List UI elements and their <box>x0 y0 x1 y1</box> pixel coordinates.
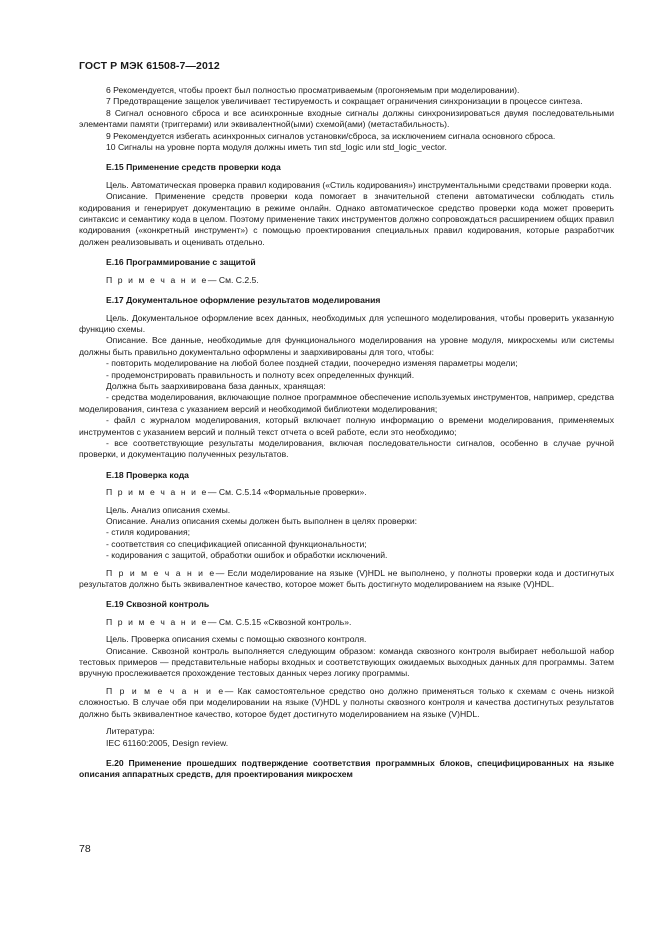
list-item: - продемонстрировать правильность и полноту всех определенных функций. <box>106 369 415 380</box>
note-label: П р и м е ч а н и е <box>106 685 225 696</box>
section-heading-e20: Е.20 Применение прошедших подтверждение соответствия программных блоков, специфицированных на языке описания аппаратных средств, для проектирования микросхем <box>79 757 614 780</box>
note <box>79 487 614 498</box>
paragraph: Цель. Анализ описания схемы. <box>106 504 231 515</box>
section-heading-e18: Е.18 Проверка кода <box>106 469 189 480</box>
paragraph: Описание. Сквозной контроль выполняется следующим образом: команда сквозного контроля выбирает небольшой набор тестовых примеров — представительные наборы входных и соответствующих ожидаемых выходных данных для программы. Затем вручную прослеживается прохождение тестовых данных через логику программы. <box>79 645 614 679</box>
numbered-item: 8 Сигнал основного сброса и все асинхронные входные сигналы должны синхронизироваться двумя последовательными элементами памяти (триггерами) или эквивалентной(ыми) схемой(ами) (метастабильность). <box>79 107 614 130</box>
paragraph: Цель. Проверка описания схемы с помощью сквозного контроля. <box>106 634 367 645</box>
list-item: - повторить моделирование на любой более поздней стадии, поочередно изменяя параметры модели; <box>106 358 518 369</box>
note-label: П р и м е ч а н и е <box>106 487 208 498</box>
paragraph: Описание. Применение средств проверки кода помогает в значительной степени автоматически соблюдать стиль кодирования и генерирует документацию в режиме онлайн. Однако автоматическое средство проверки кода может проверить синтаксис и семантику кода в целом. Поэтому применение таких инструментов должно сопровождаться расширением общих правил кодирования («конкретный инструмент») с помощью проектирования специальных правил кодирования, которые разработчик должен реализовывать и оценивать отдельно. <box>79 191 614 247</box>
section-heading-e15: Е.15 Применение средств проверки кода <box>106 162 281 173</box>
note-label: П р и м е ч а н и е <box>106 274 208 285</box>
section-heading-e16: Е.16 Программирование с защитой <box>106 257 256 268</box>
list-item: - стиля кодирования; <box>106 527 190 538</box>
note <box>79 617 614 628</box>
paragraph: Цель. Документальное оформление всех данных, необходимых для успешного моделирования, чтобы проверить указанную функцию схемы. <box>79 312 614 334</box>
note-text: — Как самостоятельное средство оно должно применяться только к схемам с очень низкой сложностью. В случае обя при моделировании на языке (V)HDL у полноты сквозного контроля и качества достигнутых результатов должно быть эквивалентное качество, которое будет достигнуто моделированием на языке (V)HDL. <box>79 685 614 719</box>
page-number: 78 <box>79 843 91 855</box>
paragraph: Цель. Автоматическая проверка правил кодирования («Стиль кодирования») инструментальными средствами проверки кода. <box>106 179 612 190</box>
numbered-item: 9 Рекомендуется избегать асинхронных сигналов установки/сброса, за исключением сигнала основного сброса. <box>106 130 556 141</box>
list-item: - кодирования с защитой, обработки ошибок и обработки исключений. <box>106 550 388 561</box>
literature-label: Литература: <box>106 726 155 737</box>
note-label: П р и м е ч а н и е <box>106 616 208 627</box>
page-header: ГОСТ Р МЭК 61508-7—2012 <box>79 60 220 72</box>
literature-item: IEC 61160:2005, Design review. <box>106 737 229 748</box>
note-text: — См. С.5.15 «Сквозной контроль». <box>207 616 352 627</box>
note-text: — Если моделирование на языке (V)HDL не выполнено, у полноты проверки кода и достигнутых результатов должно быть эквивалентное качество, которое может быть достигнуто моделированием на языке (V)HDL. <box>79 567 614 590</box>
note <box>79 275 614 286</box>
note-text: — См. С.2.5. <box>207 274 259 285</box>
numbered-item: 7 Предотвращение защелок увеличивает тестируемость и сокращает ограничения синхронизации в процессе синтеза. <box>106 96 583 107</box>
section-heading-e17: Е.17 Документальное оформление результатов моделирования <box>106 295 381 306</box>
numbered-item: 6 Рекомендуется, чтобы проект был полностью просматриваемым (прогоняемым при моделировании). <box>106 85 520 95</box>
list-item: - соответствия со спецификацией описанной функциональности; <box>106 538 367 549</box>
paragraph: Описание. Анализ описания схемы должен быть выполнен в целях проверки: <box>106 516 418 526</box>
note-text: — См. С.5.14 «Формальные проверки». <box>207 487 367 498</box>
paragraph: Описание. Все данные, необходимые для функционального моделирования на уровне модуля, микросхемы или системы должны быть правильно документально оформлены и заархивированы для того, чтобы: <box>79 335 614 357</box>
numbered-item: 10 Сигналы на уровне порта модуля должны иметь тип std_logic или std_logic_vector. <box>106 142 447 153</box>
page-content <box>79 85 614 787</box>
section-heading-e19: Е.19 Сквозной контроль <box>106 599 210 610</box>
list-item: - все соответствующие результаты моделирования, включая последовательности сигналов, особенно в случае ручной проверки, и документацию полученных результатов. <box>79 437 614 460</box>
note-label: П р и м е ч а н и е <box>106 567 216 578</box>
list-item: - файл с журналом моделирования, который включает полную информацию о времени моделирования, применяемых инструментов с указанием версий и полный текст отчета о всей работе, если это необходимо; <box>79 415 614 437</box>
note <box>79 686 614 720</box>
list-item: - средства моделирования, включающие полное программное обеспечение используемых инструментов, например, средства моделирования, синтеза с указанием версий и необходимой библиотеки моделирования; <box>79 392 614 414</box>
note <box>79 568 614 591</box>
paragraph: Должна быть заархивирована база данных, хранящая: <box>106 380 326 391</box>
